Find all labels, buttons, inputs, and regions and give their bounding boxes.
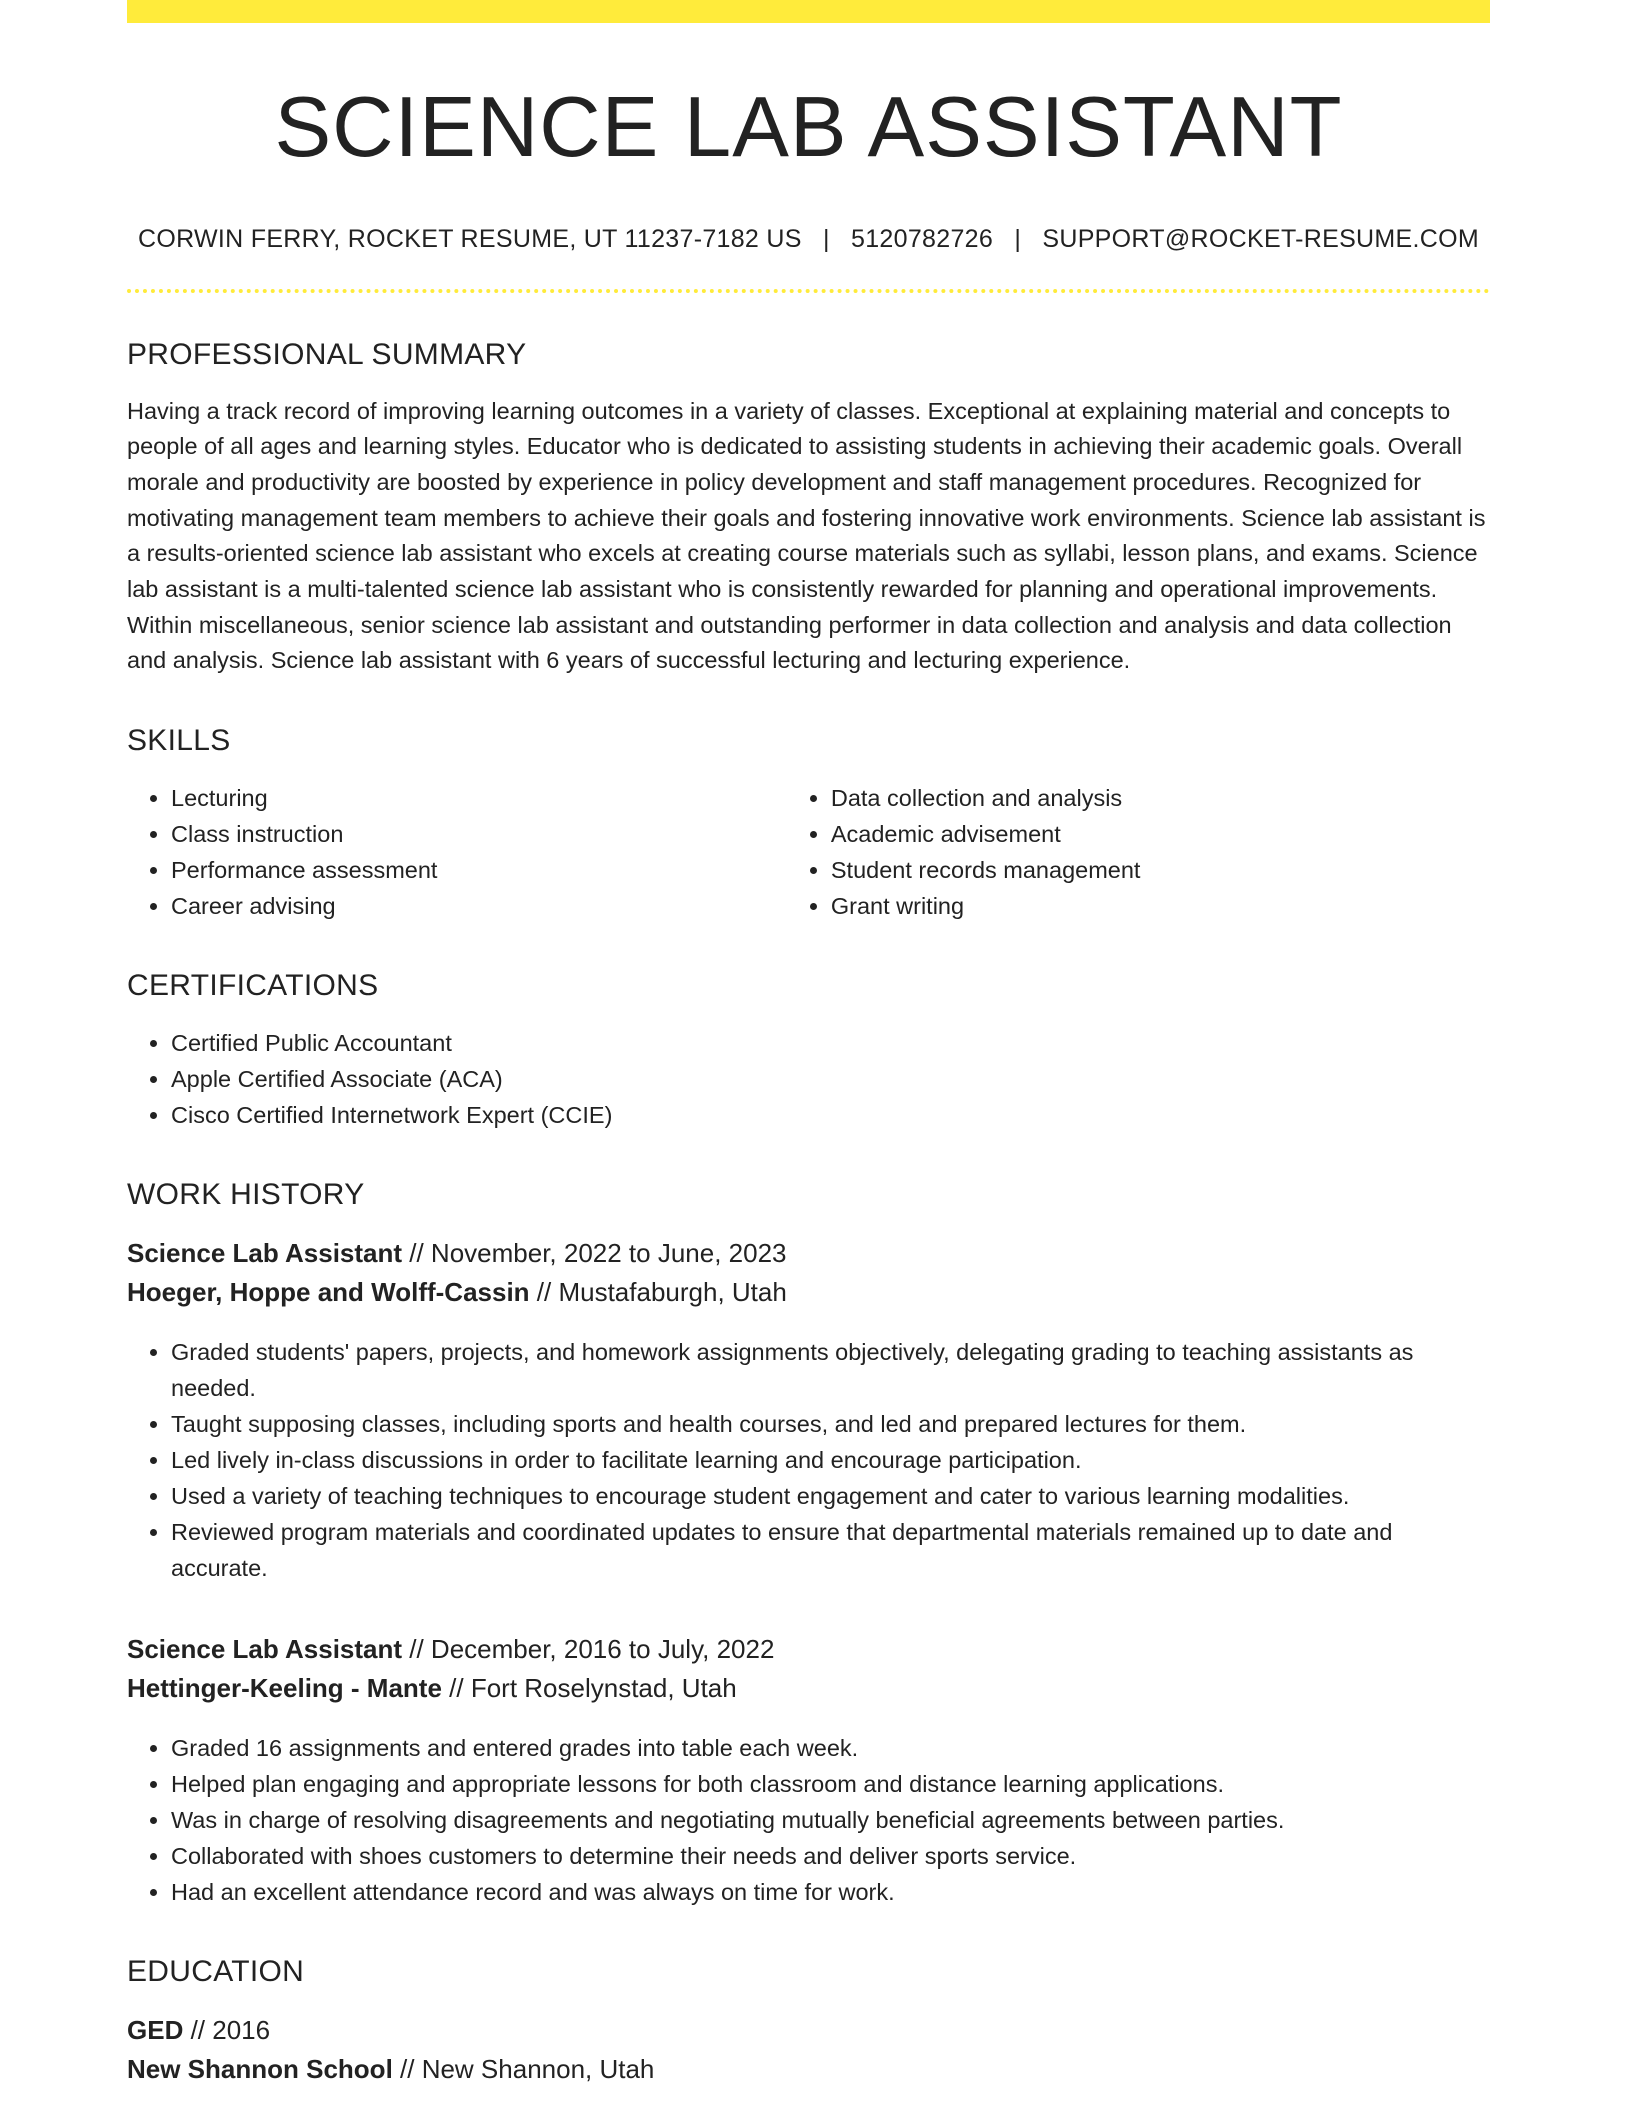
education-location: // New Shannon, Utah <box>392 2054 655 2085</box>
job-bullet: • Used a variety of teaching techniques to encourage student engagement and cater to various learning modalities. <box>171 1478 1490 1514</box>
resume-name-title: SCIENCE LAB ASSISTANT <box>274 80 1343 175</box>
job-entry-1-header <box>127 1234 1490 1312</box>
job-bullet: • Reviewed program materials and coordinated updates to ensure that departmental materials remained up to date and accurate. <box>171 1514 1490 1586</box>
contact-separator: | <box>1014 224 1022 253</box>
job-bullet: • Was in charge of resolving disagreements and negotiating mutually beneficial agreements between parties. <box>171 1802 1490 1838</box>
job-company-line <box>127 1669 1490 1708</box>
education-heading: EDUCATION <box>127 1955 305 1989</box>
job-dates: // November, 2022 to June, 2023 <box>402 1238 787 1269</box>
skill-item: • Performance assessment <box>171 852 787 888</box>
job-role-line <box>127 1234 1490 1273</box>
contact-phone: 5120782726 <box>851 224 994 253</box>
skill-item: • Academic advisement <box>831 816 1490 852</box>
job-role: Science Lab Assistant <box>127 1634 403 1665</box>
contact-line <box>127 225 1490 254</box>
contact-address: CORWIN FERRY, ROCKET RESUME, UT 11237-7182 US <box>138 224 802 253</box>
resume-page <box>127 0 1490 2089</box>
skills-list-right <box>787 780 1490 924</box>
education-entry <box>127 2011 1490 2089</box>
job-bullet: • Had an excellent attendance record and was always on time for work. <box>171 1874 1490 1910</box>
education-year: // 2016 <box>183 2015 271 2046</box>
education-degree: GED <box>127 2015 184 2046</box>
certifications-heading: CERTIFICATIONS <box>127 969 379 1003</box>
job-role-line <box>127 1630 1490 1669</box>
education-school: New Shannon School <box>127 2054 393 2085</box>
education-school-line <box>127 2050 1490 2089</box>
job-location: // Fort Roselynstad, Utah <box>441 1673 737 1704</box>
skills-list-left <box>127 780 787 924</box>
job-2-bullets <box>127 1730 1490 1910</box>
certification-item: • Apple Certified Associate (ACA) <box>171 1061 1490 1097</box>
skill-item: • Career advising <box>171 888 787 924</box>
skill-item: • Data collection and analysis <box>831 780 1490 816</box>
job-role: Science Lab Assistant <box>127 1238 403 1269</box>
skill-item: • Lecturing <box>171 780 787 816</box>
contact-email: SUPPORT@ROCKET-RESUME.COM <box>1042 224 1479 253</box>
summary-text: Having a track record of improving learning outcomes in a variety of classes. Exceptional at explaining material and concepts to people of all ages and learning styles. Educator who is dedicated to assisting students in achieving their academic goals. Overall morale and productivity are boosted by experience in policy development and staff management procedures. Recognized for motivating management team members to achieve their goals and fostering innovative work environments. Science lab assistant is a results-oriented science lab assistant who excels at creating course materials such as syllabi, lesson plans, and exams. Science lab assistant is a multi-talented science lab assistant who is consistently rewarded for planning and operational improvements. Within miscellaneous, senior science lab assistant and outstanding performer in data collection and analysis and data collection and analysis. Science lab assistant with 6 years of successful lecturing and lecturing experience. <box>127 397 1486 674</box>
accent-top-bar <box>127 0 1490 23</box>
job-bullet: • Led lively in-class discussions in order to facilitate learning and encourage participation. <box>171 1442 1490 1478</box>
job-bullet: • Taught supposing classes, including sports and health courses, and led and prepared lectures for them. <box>171 1406 1490 1442</box>
skills-columns <box>127 780 1490 924</box>
job-dates: // December, 2016 to July, 2022 <box>402 1634 775 1665</box>
skill-item: • Grant writing <box>831 888 1490 924</box>
job-bullet: • Graded 16 assignments and entered grades into table each week. <box>171 1730 1490 1766</box>
job-bullet: • Helped plan engaging and appropriate lessons for both classroom and distance learning applications. <box>171 1766 1490 1802</box>
work-history-heading: WORK HISTORY <box>127 1178 365 1212</box>
job-company: Hoeger, Hoppe and Wolff-Cassin <box>127 1277 530 1308</box>
job-bullet: • Graded students' papers, projects, and homework assignments objectively, delegating grading to teaching assistants as needed. <box>171 1334 1490 1406</box>
job-entry-2-header <box>127 1630 1490 1708</box>
summary-heading: PROFESSIONAL SUMMARY <box>127 337 527 371</box>
skills-heading: SKILLS <box>127 724 231 758</box>
skill-item: • Student records management <box>831 852 1490 888</box>
job-company: Hettinger-Keeling - Mante <box>127 1673 442 1704</box>
certifications-list <box>127 1025 1490 1133</box>
job-location: // Mustafaburgh, Utah <box>529 1277 787 1308</box>
skill-item: • Class instruction <box>171 816 787 852</box>
certification-item: • Cisco Certified Internetwork Expert (CCIE) <box>171 1097 1490 1133</box>
contact-separator: | <box>822 224 830 253</box>
job-1-bullets <box>127 1334 1490 1586</box>
job-bullet: • Collaborated with shoes customers to determine their needs and deliver sports service. <box>171 1838 1490 1874</box>
job-company-line <box>127 1273 1490 1312</box>
dotted-divider <box>127 289 1490 293</box>
certification-item: • Certified Public Accountant <box>171 1025 1490 1061</box>
education-degree-line <box>127 2011 1490 2050</box>
